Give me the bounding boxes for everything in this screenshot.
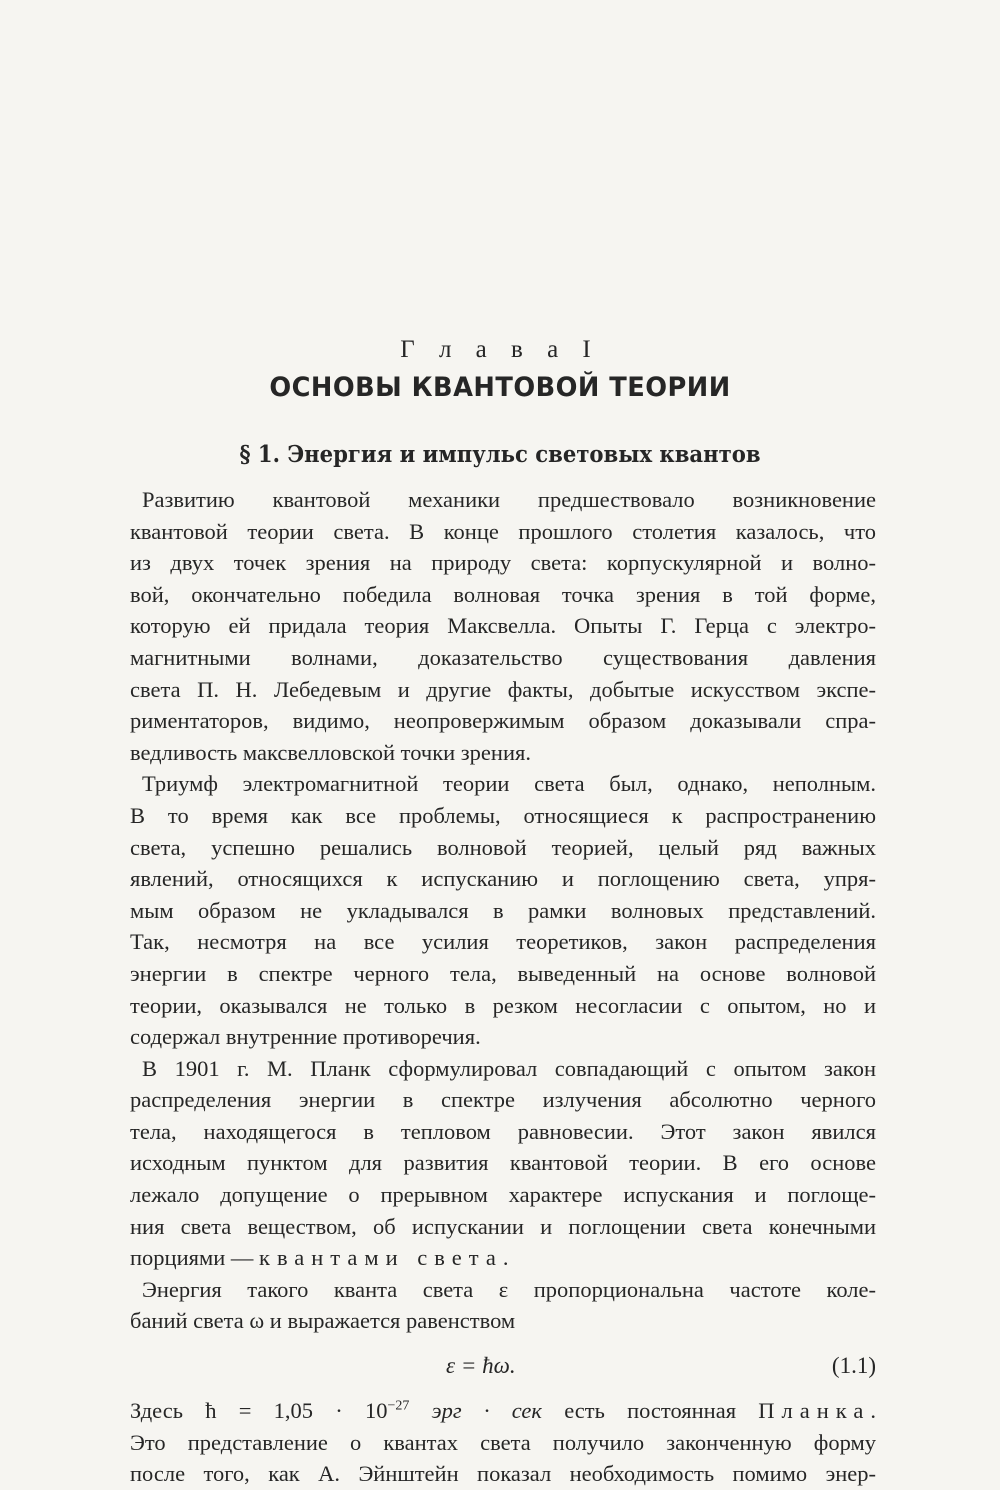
text-line: магнитными волнами, доказательство существования давления xyxy=(130,644,876,670)
spaced-term: Планка xyxy=(758,1398,871,1424)
text-line: мым образом не укладывался в рамки волновых представлений. xyxy=(130,897,876,923)
text-line: лежало допущение о прерывном характере испускания и поглоще- xyxy=(130,1182,876,1208)
equation-number: (1.1) xyxy=(831,1353,876,1379)
paragraph-2 xyxy=(130,768,876,1052)
text-span: . xyxy=(502,1245,509,1271)
equation-row xyxy=(130,1337,876,1395)
paragraph-5 xyxy=(130,1427,876,1490)
text-line: риментаторов, видимо, неопровержимым образом доказывали спра- xyxy=(130,708,876,734)
spaced-term: квантами света xyxy=(259,1245,503,1271)
text-line: из двух точек зрения на природу света: корпускулярной и волно- xyxy=(130,550,876,576)
exponent: −27 xyxy=(387,1398,410,1414)
text-line: теории, оказывался не только в резком несогласии с опытом, но и xyxy=(130,992,876,1018)
equation: ε = ħω. xyxy=(446,1353,516,1379)
text-span: порциями — xyxy=(130,1245,260,1271)
text-line: света, успешно решались волновой теорией, целый ряд важных xyxy=(130,834,876,860)
planck-constant-line xyxy=(130,1395,876,1427)
text-line: Энергия такого кванта света ε пропорциональна частоте коле- xyxy=(142,1276,876,1302)
text-line: исходным пунктом для развития квантовой теории. В его основе xyxy=(130,1150,876,1176)
chapter-label: Г л а в а I xyxy=(400,336,600,363)
text-line: после того, как А. Эйнштейн показал необходимость помимо энер- xyxy=(130,1461,876,1487)
text-line: Это представление о квантах света получило законченную форму xyxy=(130,1429,876,1455)
text-span: Здесь ħ = 1,05 · 10 xyxy=(130,1398,388,1424)
paragraph-1 xyxy=(130,484,876,768)
text-line: Развитию квантовой механики предшествовало возникновение xyxy=(142,487,876,512)
text-line xyxy=(130,1242,876,1274)
text-line: распределения энергии в спектре излучения абсолютно черного xyxy=(130,1087,876,1113)
text-line: баний света ω и выражается равенством xyxy=(130,1308,516,1334)
page-body xyxy=(130,484,876,1490)
paragraph-4 xyxy=(130,1274,876,1337)
text-span: есть постоянная xyxy=(541,1398,759,1424)
text-line: явлений, относящихся к испусканию и поглощению света, упря- xyxy=(130,866,876,892)
text-line: вой, окончательно победила волновая точка зрения в той форме, xyxy=(130,581,876,607)
text-line: которую ей придала теория Максвелла. Опыты Г. Герца с электро- xyxy=(130,613,876,639)
text-line: ния света веществом, об испускании и поглощении света конечными xyxy=(130,1213,876,1239)
text-line: энергии в спектре черного тела, выведенный на основе волновой xyxy=(130,960,876,986)
text-line: содержал внутренние противоречия. xyxy=(130,1024,481,1050)
text-line: В 1901 г. М. Планк сформулировал совпадающий с опытом закон xyxy=(142,1055,876,1081)
text-line: квантовой теории света. В конце прошлого столетия казалось, что xyxy=(130,518,876,544)
text-line: света П. Н. Лебедевым и другие факты, добытые искусством экспе- xyxy=(130,676,876,702)
text-line: В то время как все проблемы, относящиеся к распространению xyxy=(130,802,876,828)
chapter-title: ОСНОВЫ КВАНТОВОЙ ТЕОРИИ xyxy=(269,372,731,403)
text-line: ведливость максвелловской точки зрения. xyxy=(130,739,531,765)
paragraph-3 xyxy=(130,1053,876,1274)
text-span: . xyxy=(870,1398,877,1424)
units: эрг · сек xyxy=(409,1398,542,1424)
text-line: Так, несмотря на все усилия теоретиков, закон распределения xyxy=(130,929,876,955)
text-line: Триумф электромагнитной теории света был, однако, неполным. xyxy=(142,771,876,797)
section-title: § 1. Энергия и импульс световых квантов xyxy=(239,441,761,468)
text-line: тела, находящегося в тепловом равновесии. Этот закон явился xyxy=(130,1118,876,1144)
